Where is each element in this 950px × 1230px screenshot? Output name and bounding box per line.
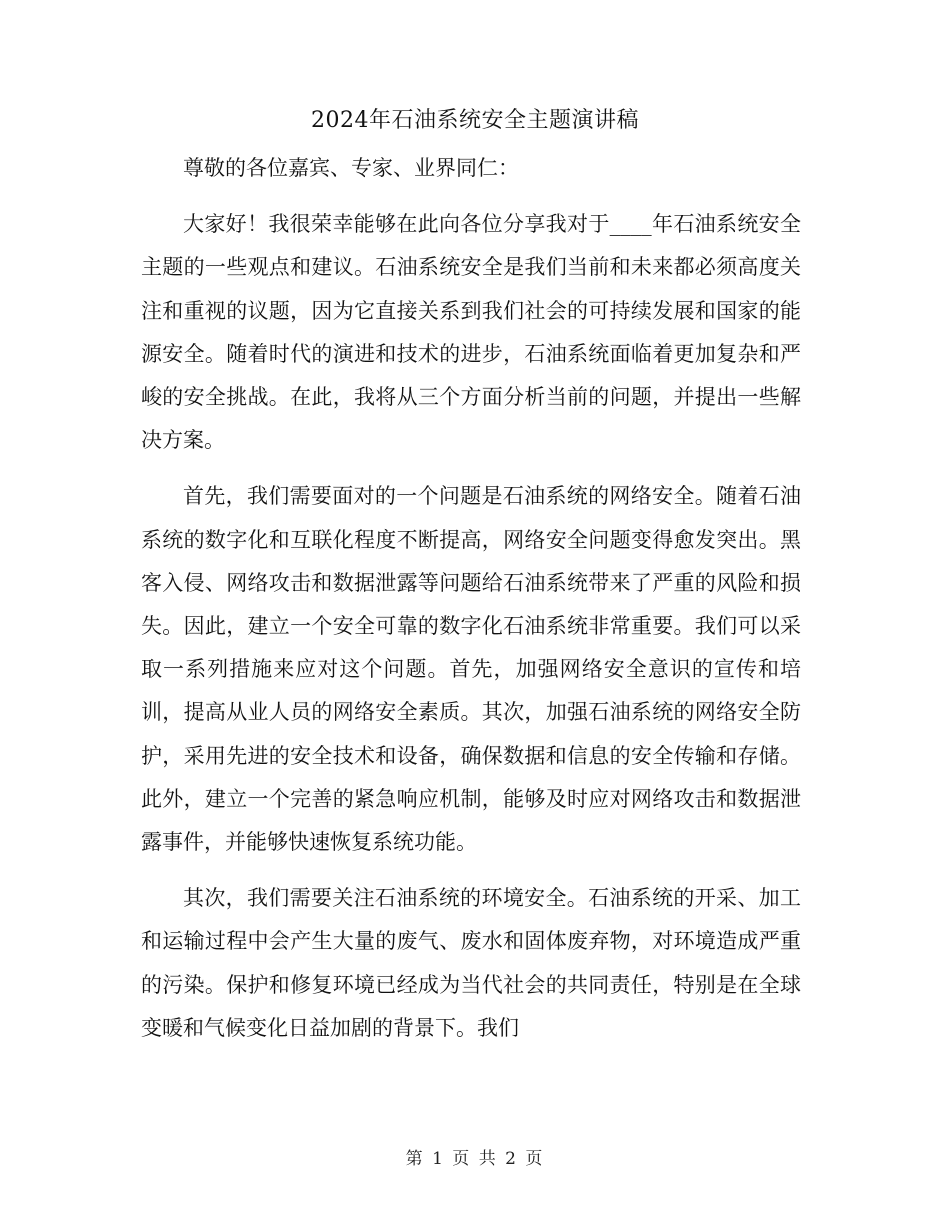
salutation-paragraph: 尊敬的各位嘉宾、专家、业界同仁： [183, 156, 519, 180]
intro-paragraph: 大家好！我很荣幸能够在此向各位分享我对于____年石油系统安全主题的一些观点和建议。石油系统安全是我们当前和未来都必须高度关注和重视的议题，因为它直接关系到我们社会的可持续发展和国家的能源安全。随着时代的演进和技术的进步，石油系统面临着更加复杂和严峻的安全挑战。在此，我将从三个方面分析当前的问题，并提出一些解决方案。 [141, 212, 801, 453]
page-number-footer: 第 1 页 共 2 页 [405, 1149, 545, 1169]
environment-security-paragraph: 其次，我们需要关注石油系统的环境安全。石油系统的开采、加工和运输过程中会产生大量的废气、废水和固体废弃物，对环境造成严重的污染。保护和修复环境已经成为当代社会的共同责任，特别是在全球变暖和气候变化日益加剧的背景下。我们 [141, 886, 801, 1040]
document-body [141, 147, 801, 1050]
network-security-paragraph: 首先，我们需要面对的一个问题是石油系统的网络安全。随着石油系统的数字化和互联化程度不断提高，网络安全问题变得愈发突出。黑客入侵、网络攻击和数据泄露等问题给石油系统带来了严重的风险和损失。因此，建立一个安全可靠的数字化石油系统非常重要。我们可以采取一系列措施来应对这个问题。首先，加强网络安全意识的宣传和培训，提高从业人员的网络安全素质。其次，加强石油系统的网络安全防护，采用先进的安全技术和设备，确保数据和信息的安全传输和存储。此外，建立一个完善的紧急响应机制，能够及时应对网络攻击和数据泄露事件，并能够快速恢复系统功能。 [141, 484, 801, 855]
document-title: 2024年石油系统安全主题演讲稿 [311, 108, 639, 133]
